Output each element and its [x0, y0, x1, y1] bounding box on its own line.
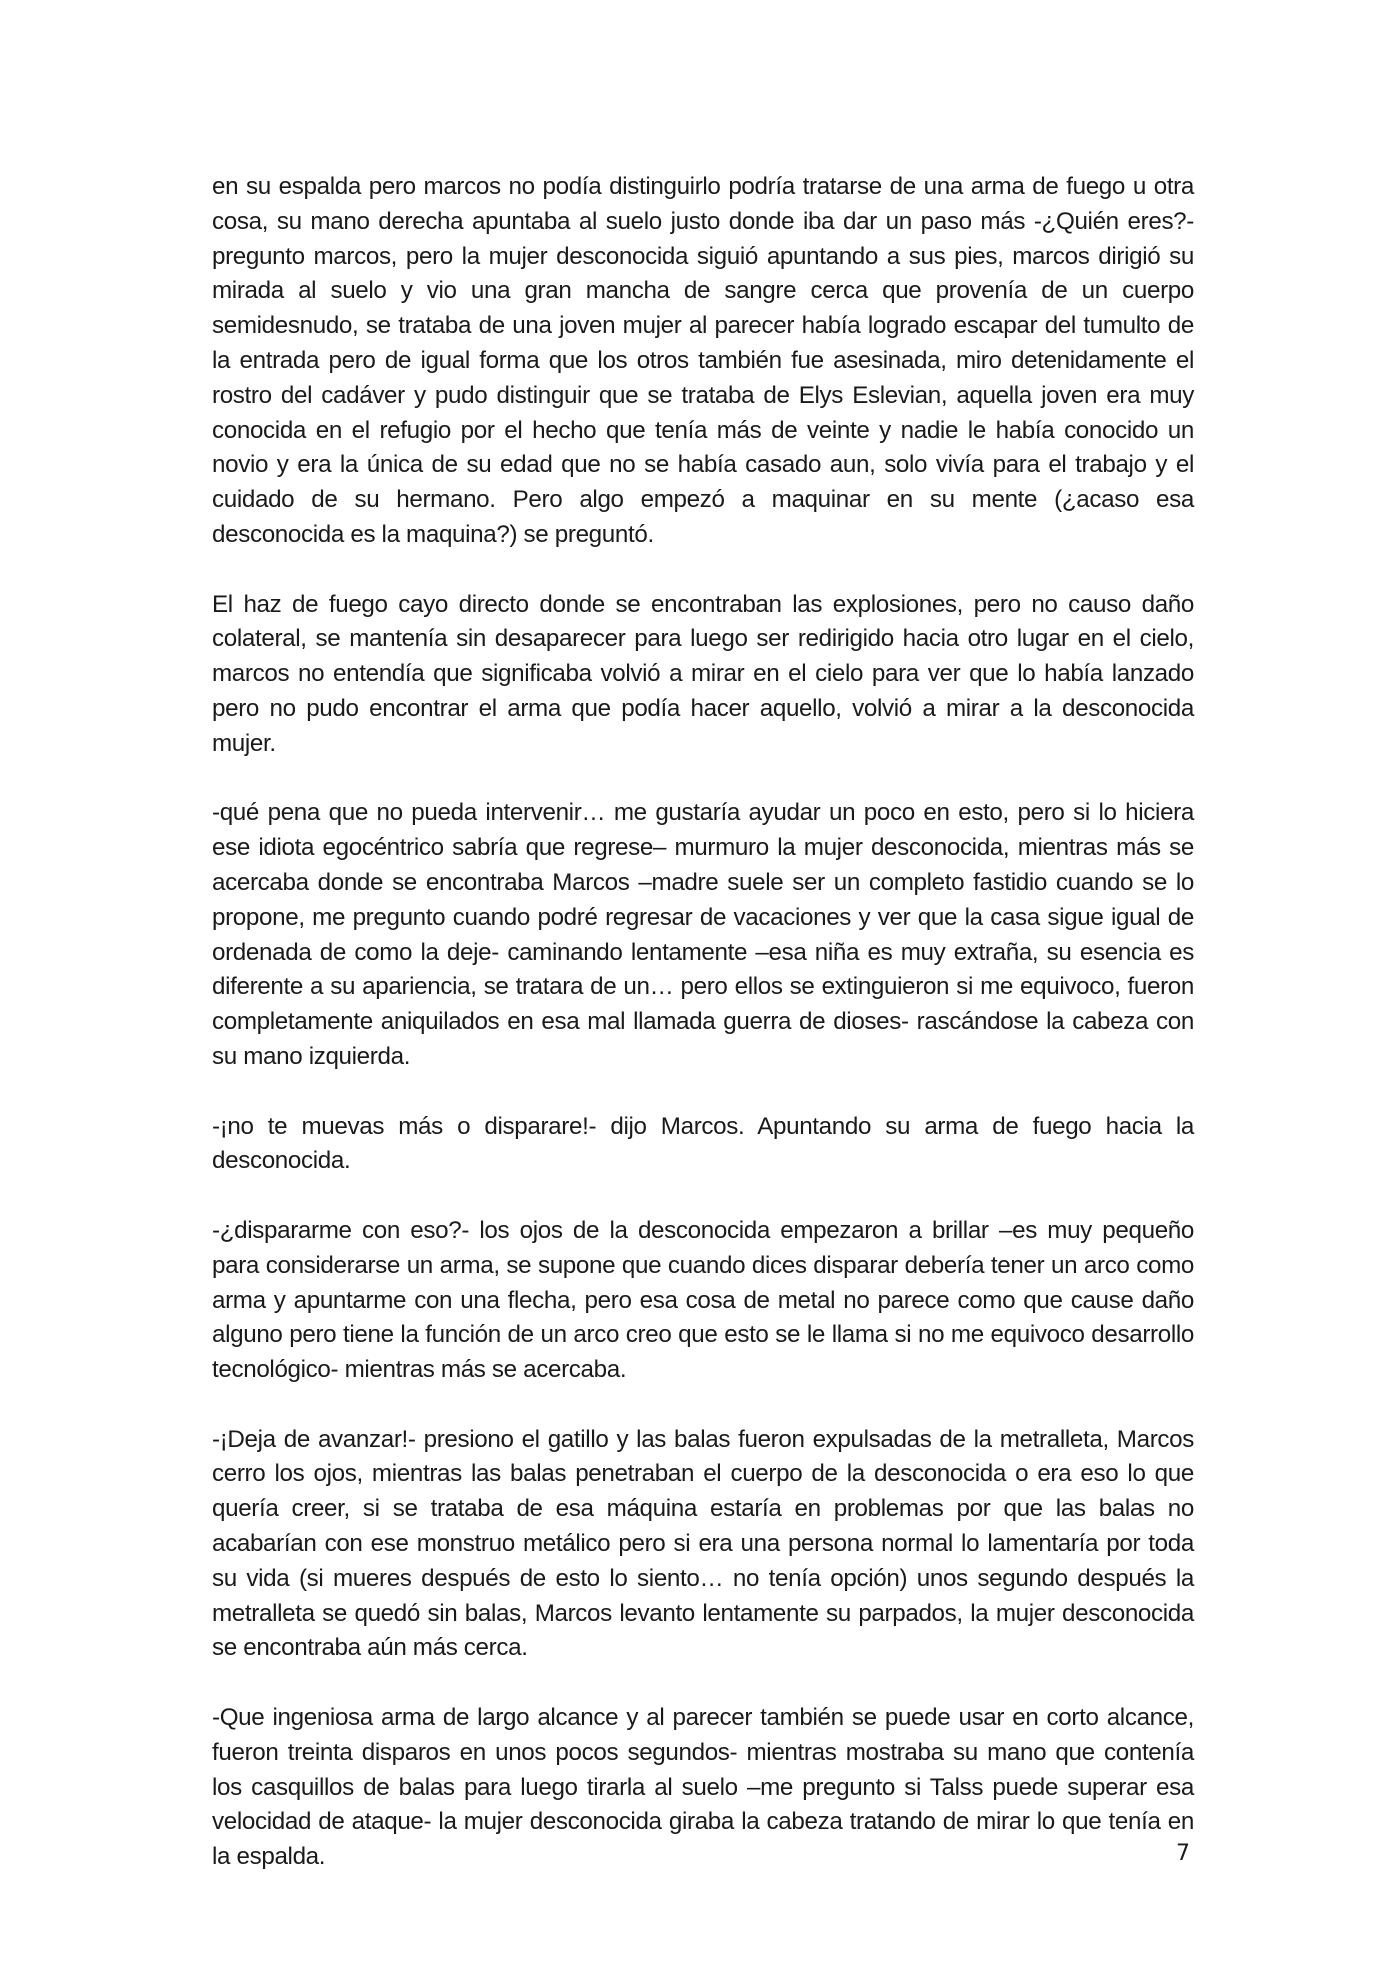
paragraph-2: El haz de fuego cayo directo donde se encontraban las explosiones, pero no causo daño colateral, se mantenía sin desaparecer para luego ser redirigido hacia otro lugar en el cielo, marcos no entendía que significaba volvió a mirar en el cielo para ver que lo había lanzado pero no pudo encontrar el arma que podía hacer aquello, volvió a mirar a la desconocida mujer.	[212, 590, 1194, 757]
paragraph-5: -¿dispararme con eso?- los ojos de la desconocida empezaron a brillar –es muy pequeño para considerarse un arma, se supone que cuando dices disparar debería tener un arco como arma y apuntarme con una flecha, pero esa cosa de metal no parece como que cause daño alguno pero tiene la función de un arco creo que esto se le llama si no me equivoco desarrollo tecnológico- mientras más se acercaba.	[212, 1216, 1194, 1384]
paragraph-4: -¡no te muevas más o disparare!- dijo Marcos. Apuntando su arma de fuego hacia la desconocida.	[212, 1112, 1194, 1175]
paragraph-1: en su espalda pero marcos no podía distinguirlo podría tratarse de una arma de fuego u otra cosa, su mano derecha apuntaba al suelo justo donde iba dar un paso más -¿Quién eres?- pregunto marcos, pero la mujer desconocida siguió apuntando a sus pies, marcos dirigió su mirada al suelo y vio una gran mancha de sangre cerca que provenía de un cuerpo semidesnudo, se trataba de una joven mujer al parecer había logrado escapar del tumulto de la entrada pero de igual forma que los otros también fue asesinada, miro detenidamente el rostro del cadáver y pudo distinguir que se trataba de Elys Eslevian, aquella joven era muy conocida en el refugio por el hecho que tenía más de veinte y nadie le había conocido un novio y era la única de su edad que no se había casado aun, solo vivía para el trabajo y el cuidado de su hermano. Pero algo empezó a maquinar en su mente (¿acaso esa desconocida es la maquina?) se preguntó.	[212, 173, 1194, 548]
body-text	[212, 170, 1194, 1910]
page-number: 7	[1176, 1841, 1190, 1866]
paragraph-7: -Que ingeniosa arma de largo alcance y al parecer también se puede usar en corto alcance, fueron treinta disparos en unos pocos segundos- mientras mostraba su mano que contenía los casquillos de balas para luego tirarla al suelo –me pregunto si Talss puede superar esa velocidad de ataque- la mujer desconocida giraba la cabeza tratando de mirar lo que tenía en la espalda.	[212, 1704, 1194, 1871]
paragraph-3: -qué pena que no pueda intervenir… me gustaría ayudar un poco en esto, pero si lo hiciera ese idiota egocéntrico sabría que regrese– murmuro la mujer desconocida, mientras más se acercaba donde se encontraba Marcos –madre suele ser un completo fastidio cuando se lo propone, me pregunto cuando podré regresar de vacaciones y ver que la casa sigue igual de ordenada de como la deje- caminando lentamente –esa niña es muy extraña, su esencia es diferente a su apariencia, se tratara de un… pero ellos se extinguieron si me equivoco, fueron completamente aniquilados en esa mal llamada guerra de dioses- rascándose la cabeza con su mano izquierda.	[212, 799, 1194, 1070]
paragraph-6: -¡Deja de avanzar!- presiono el gatillo y las balas fueron expulsadas de la metralleta, Marcos cerro los ojos, mientras las balas penetraban el cuerpo de la desconocida o era eso lo que quería creer, si se trataba de esa máquina estaría en problemas por que las balas no acabarían con ese monstruo metálico pero si era una persona normal lo lamentaría por toda su vida (si mueres después de esto lo siento… no tenía opción) unos segundo después la metralleta se quedó sin balas, Marcos levanto lentamente su parpados, la mujer desconocida se encontraba aún más cerca.	[212, 1425, 1194, 1662]
